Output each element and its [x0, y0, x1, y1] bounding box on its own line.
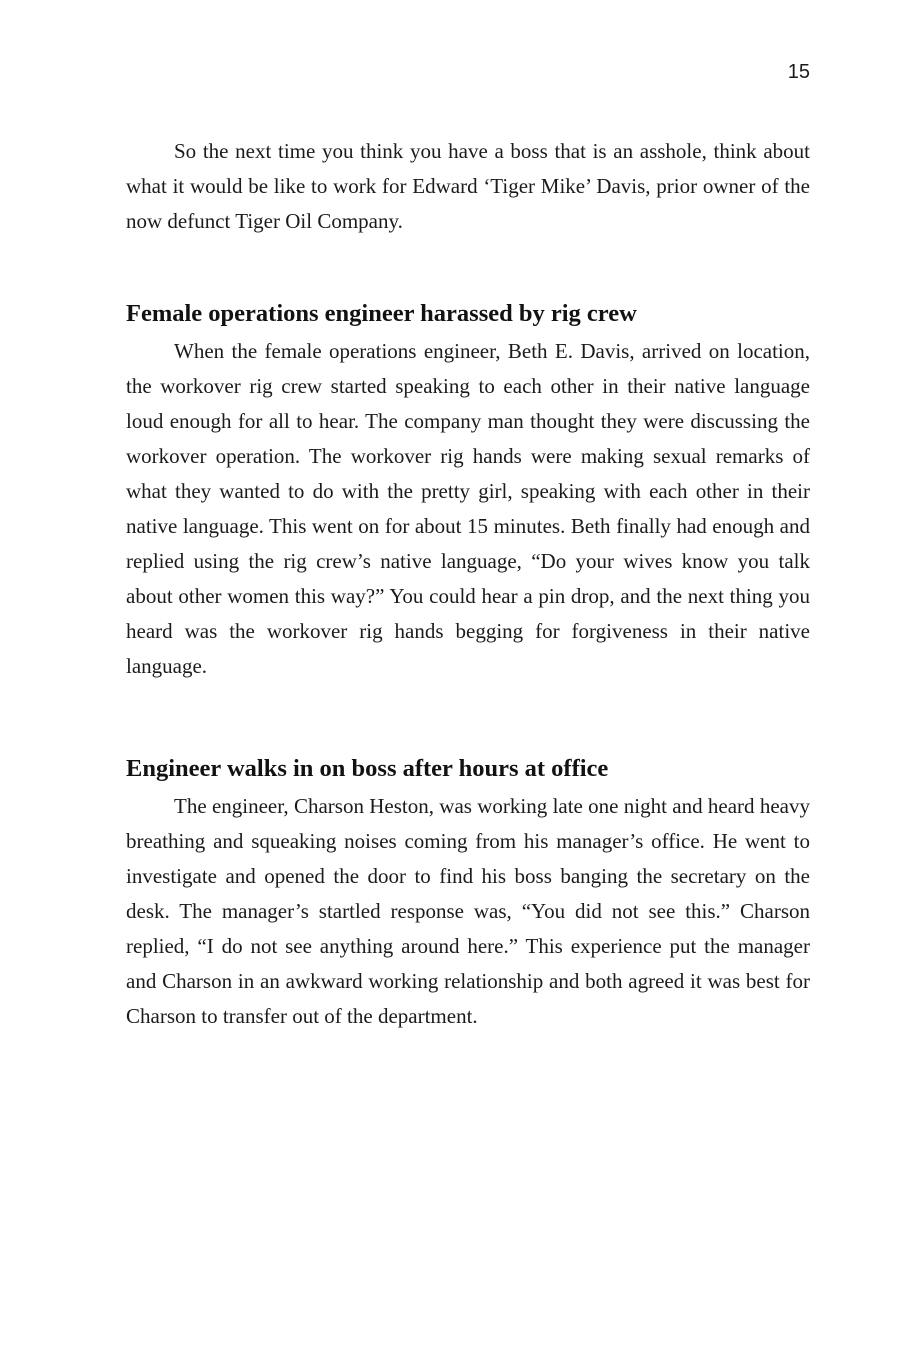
section-heading: Female operations engineer harassed by rig crew [126, 300, 637, 327]
intro-paragraph: So the next time you think you have a boss that is an asshole, think about what it would be like to work for Edward ‘Tiger Mike’ Davis, prior owner of the now defunct Tiger Oil Company. [126, 139, 810, 233]
section-paragraph: When the female operations engineer, Beth E. Davis, arrived on location, the workover rig crew started speaking to each other in their native language loud enough for all to hear. The company man thought they were discussing the workover operation. The workover rig hands were making sexual remarks of what they wanted to do with the pretty girl, speaking with each other in their native language. This went on for about 15 minutes. Beth finally had enough and replied using the rig crew’s native language, “Do your wives know you talk about other women this way?” You could hear a pin drop, and the next thing you heard was the workover rig hands begging for forgiveness in their native language. [126, 339, 810, 678]
section-paragraph: The engineer, Charson Heston, was working late one night and heard heavy breathing and squeaking noises coming from his manager’s office. He went to investigate and opened the door to find his boss banging the secretary on the desk. The manager’s startled response was, “You did not see this.” Charson replied, “I do not see anything around here.” This experience put the manager and Charson in an awkward working relationship and both agreed it was best for Charson to transfer out of the department. [126, 794, 810, 1028]
page-content [126, 134, 810, 1034]
section-engineer-boss [126, 752, 810, 1034]
page-number: 15 [787, 61, 810, 83]
section-heading: Engineer walks in on boss after hours at office [126, 755, 609, 782]
section-female-engineer [126, 297, 810, 684]
